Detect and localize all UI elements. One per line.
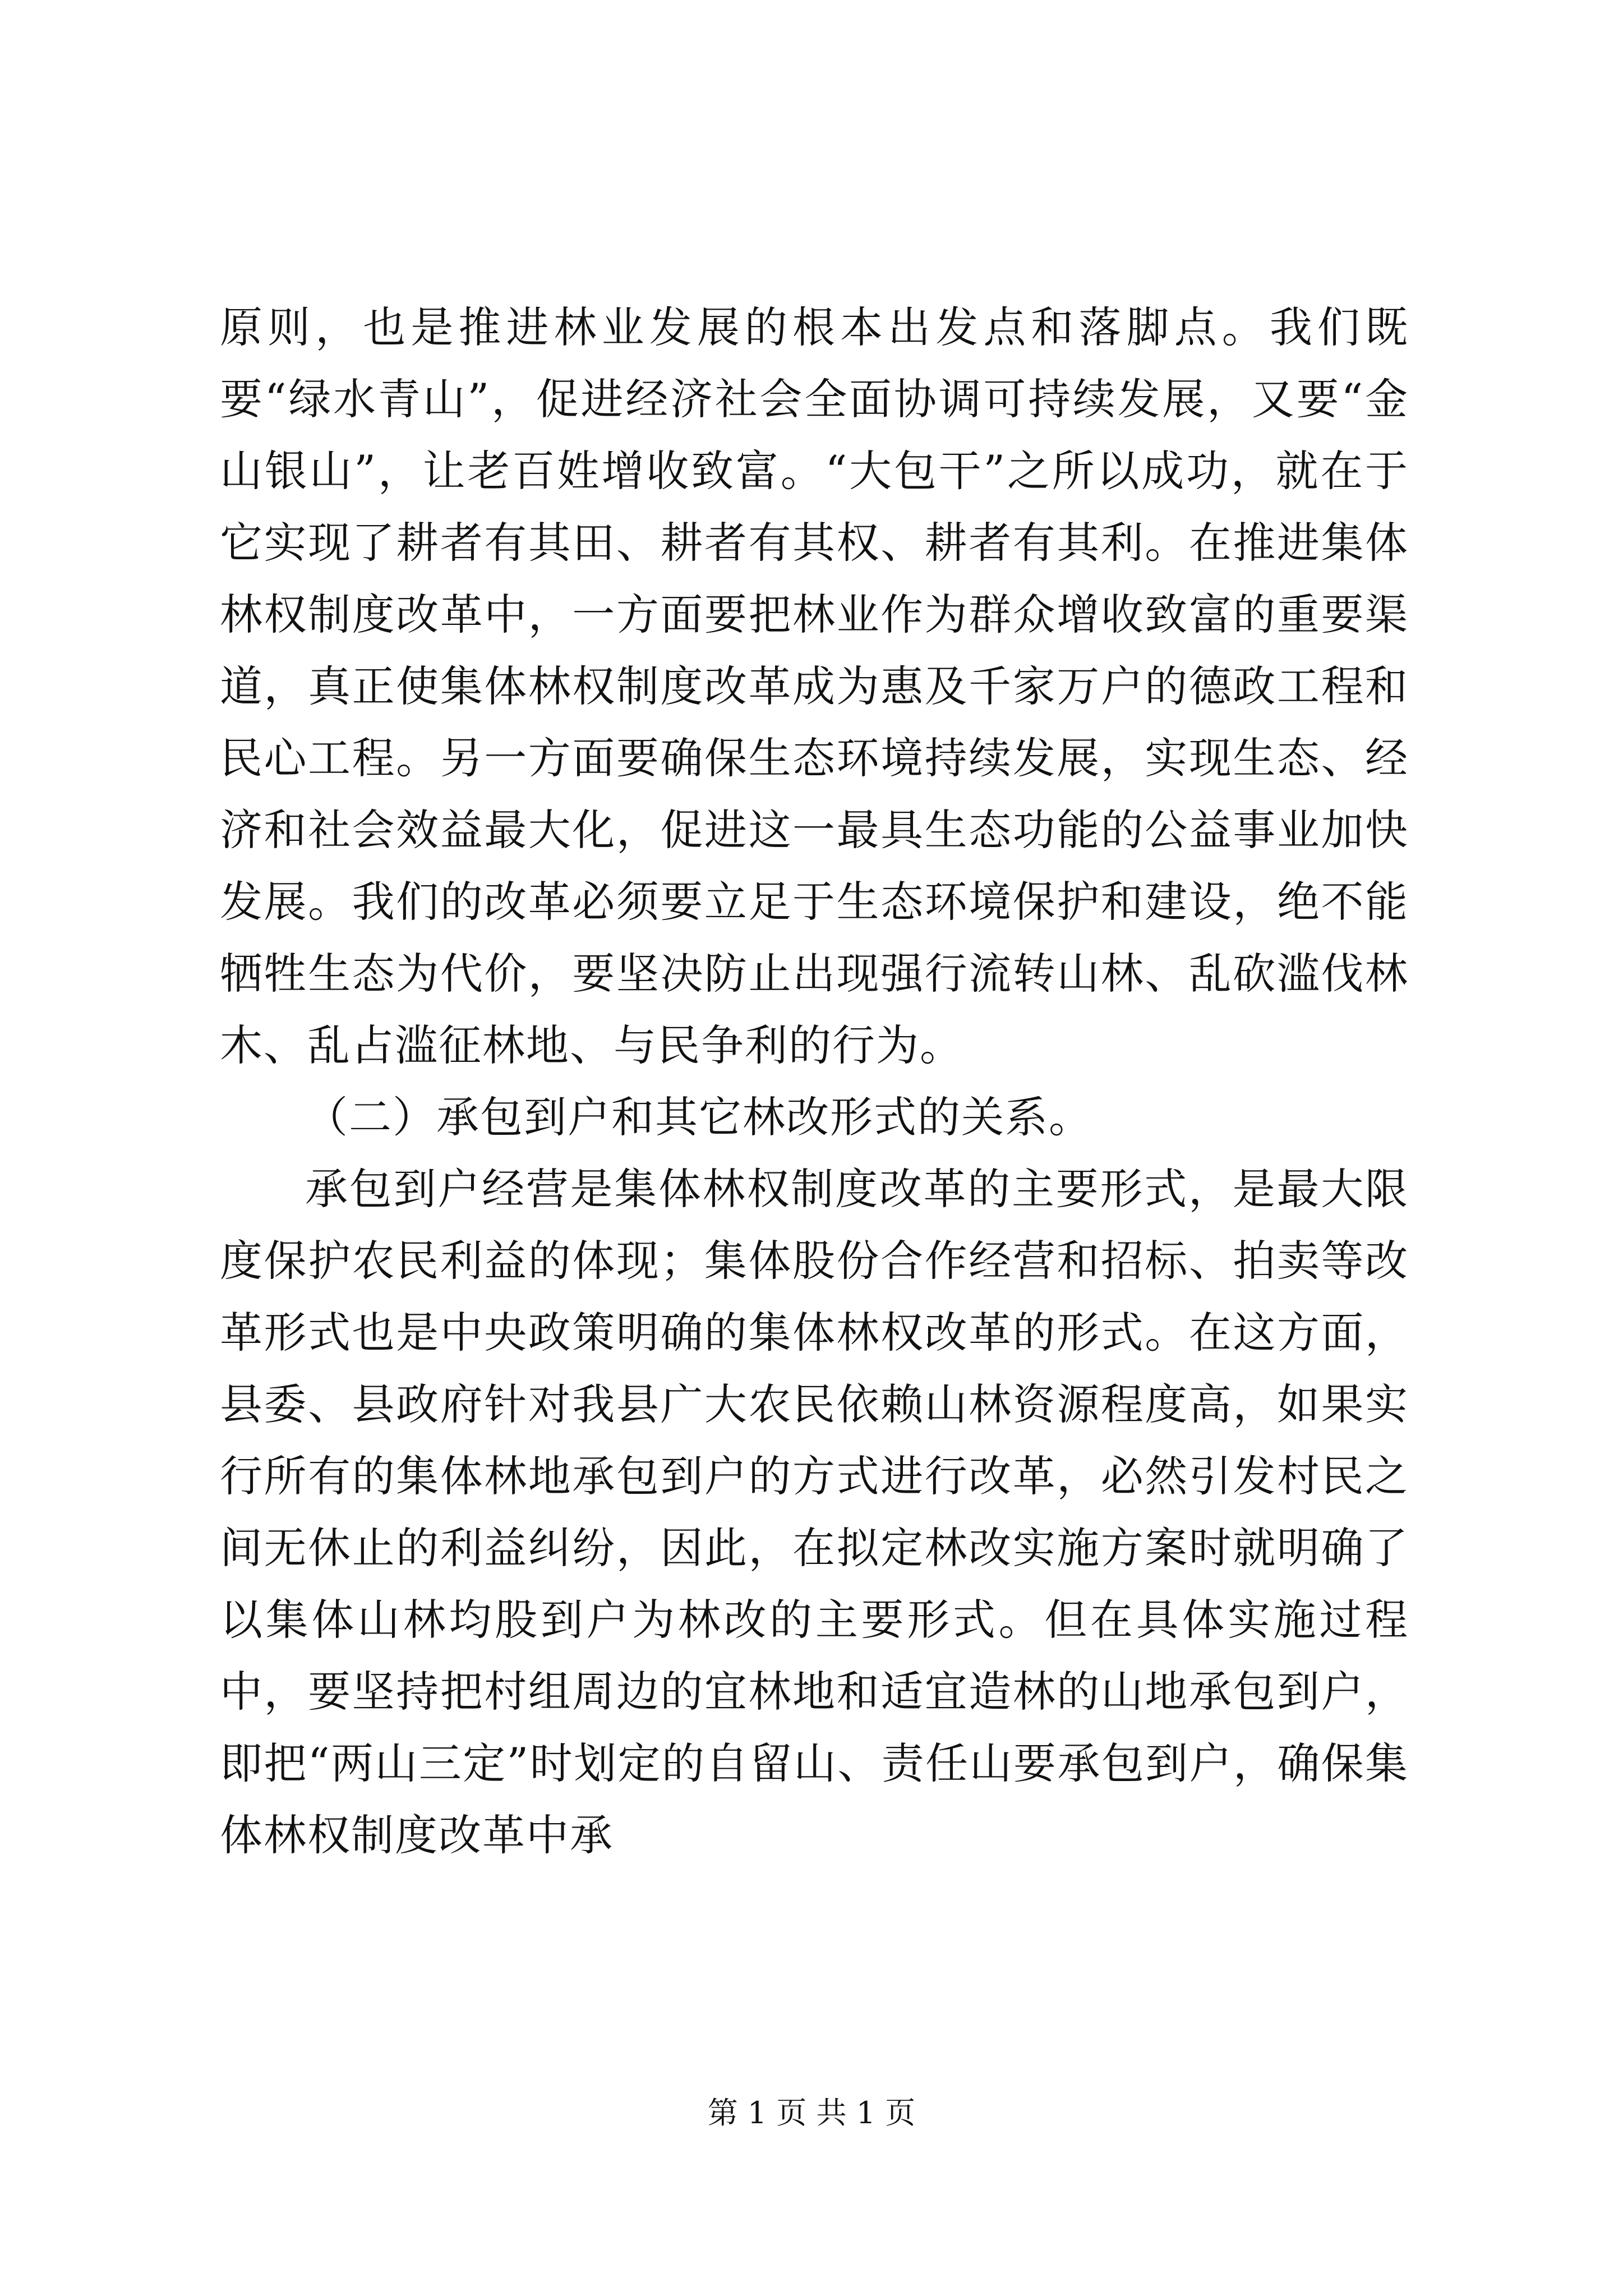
document-body xyxy=(220,292,1409,1871)
paragraph-contracting-forms: 承包到户经营是集体林权制度改革的主要形式，是最大限度保护农民利益的体现；集体股份合作经营和招标、拍卖等改革形式也是中央政策明确的集体林权改革的形式。在这方面，县委、县政府针对我县广大农民依赖山林资源程度高，如果实行所有的集体林地承包到户的方式进行改革，必然引发村民之间无休止的利益纠纷，因此，在拟定林改实施方案时就明确了以集体山林均股到户为林改的主要形式。但在具体实施过程中，要坚持把村组周边的宜林地和适宜造林的山地承包到户，即把“两山三定”时划定的自留山、责任山要承包到户，确保集体林权制度改革中承 xyxy=(220,1164,1409,1860)
section-heading-contracting: （二）承包到户和其它林改形式的关系。 xyxy=(305,1092,1092,1142)
page-footer: 第 1 页 共 1 页 xyxy=(707,2095,916,2131)
paragraph-ecology-principle: 原则，也是推进林业发展的根本出发点和落脚点。我们既要“绿水青山”，促进经济社会全面协调可持续发展，又要“金山银山”，让老百姓增收致富。“大包干”之所以成功，就在于它实现了耕者有其田、耕者有其权、耕者有其利。在推进集体林权制度改革中，一方面要把林业作为群众增收致富的重要渠道，真正使集体林权制度改革成为惠及千家万户的德政工程和民心工程。另一方面要确保生态环境持续发展，实现生态、经济和社会效益最大化，促进这一最具生态功能的公益事业加快发展。我们的改革必须要立足于生态环境保护和建设，绝不能牺牲生态为代价，要坚决防止出现强行流转山林、乱砍滥伐林木、乱占滥征林地、与民争利的行为。 xyxy=(220,302,1409,1070)
